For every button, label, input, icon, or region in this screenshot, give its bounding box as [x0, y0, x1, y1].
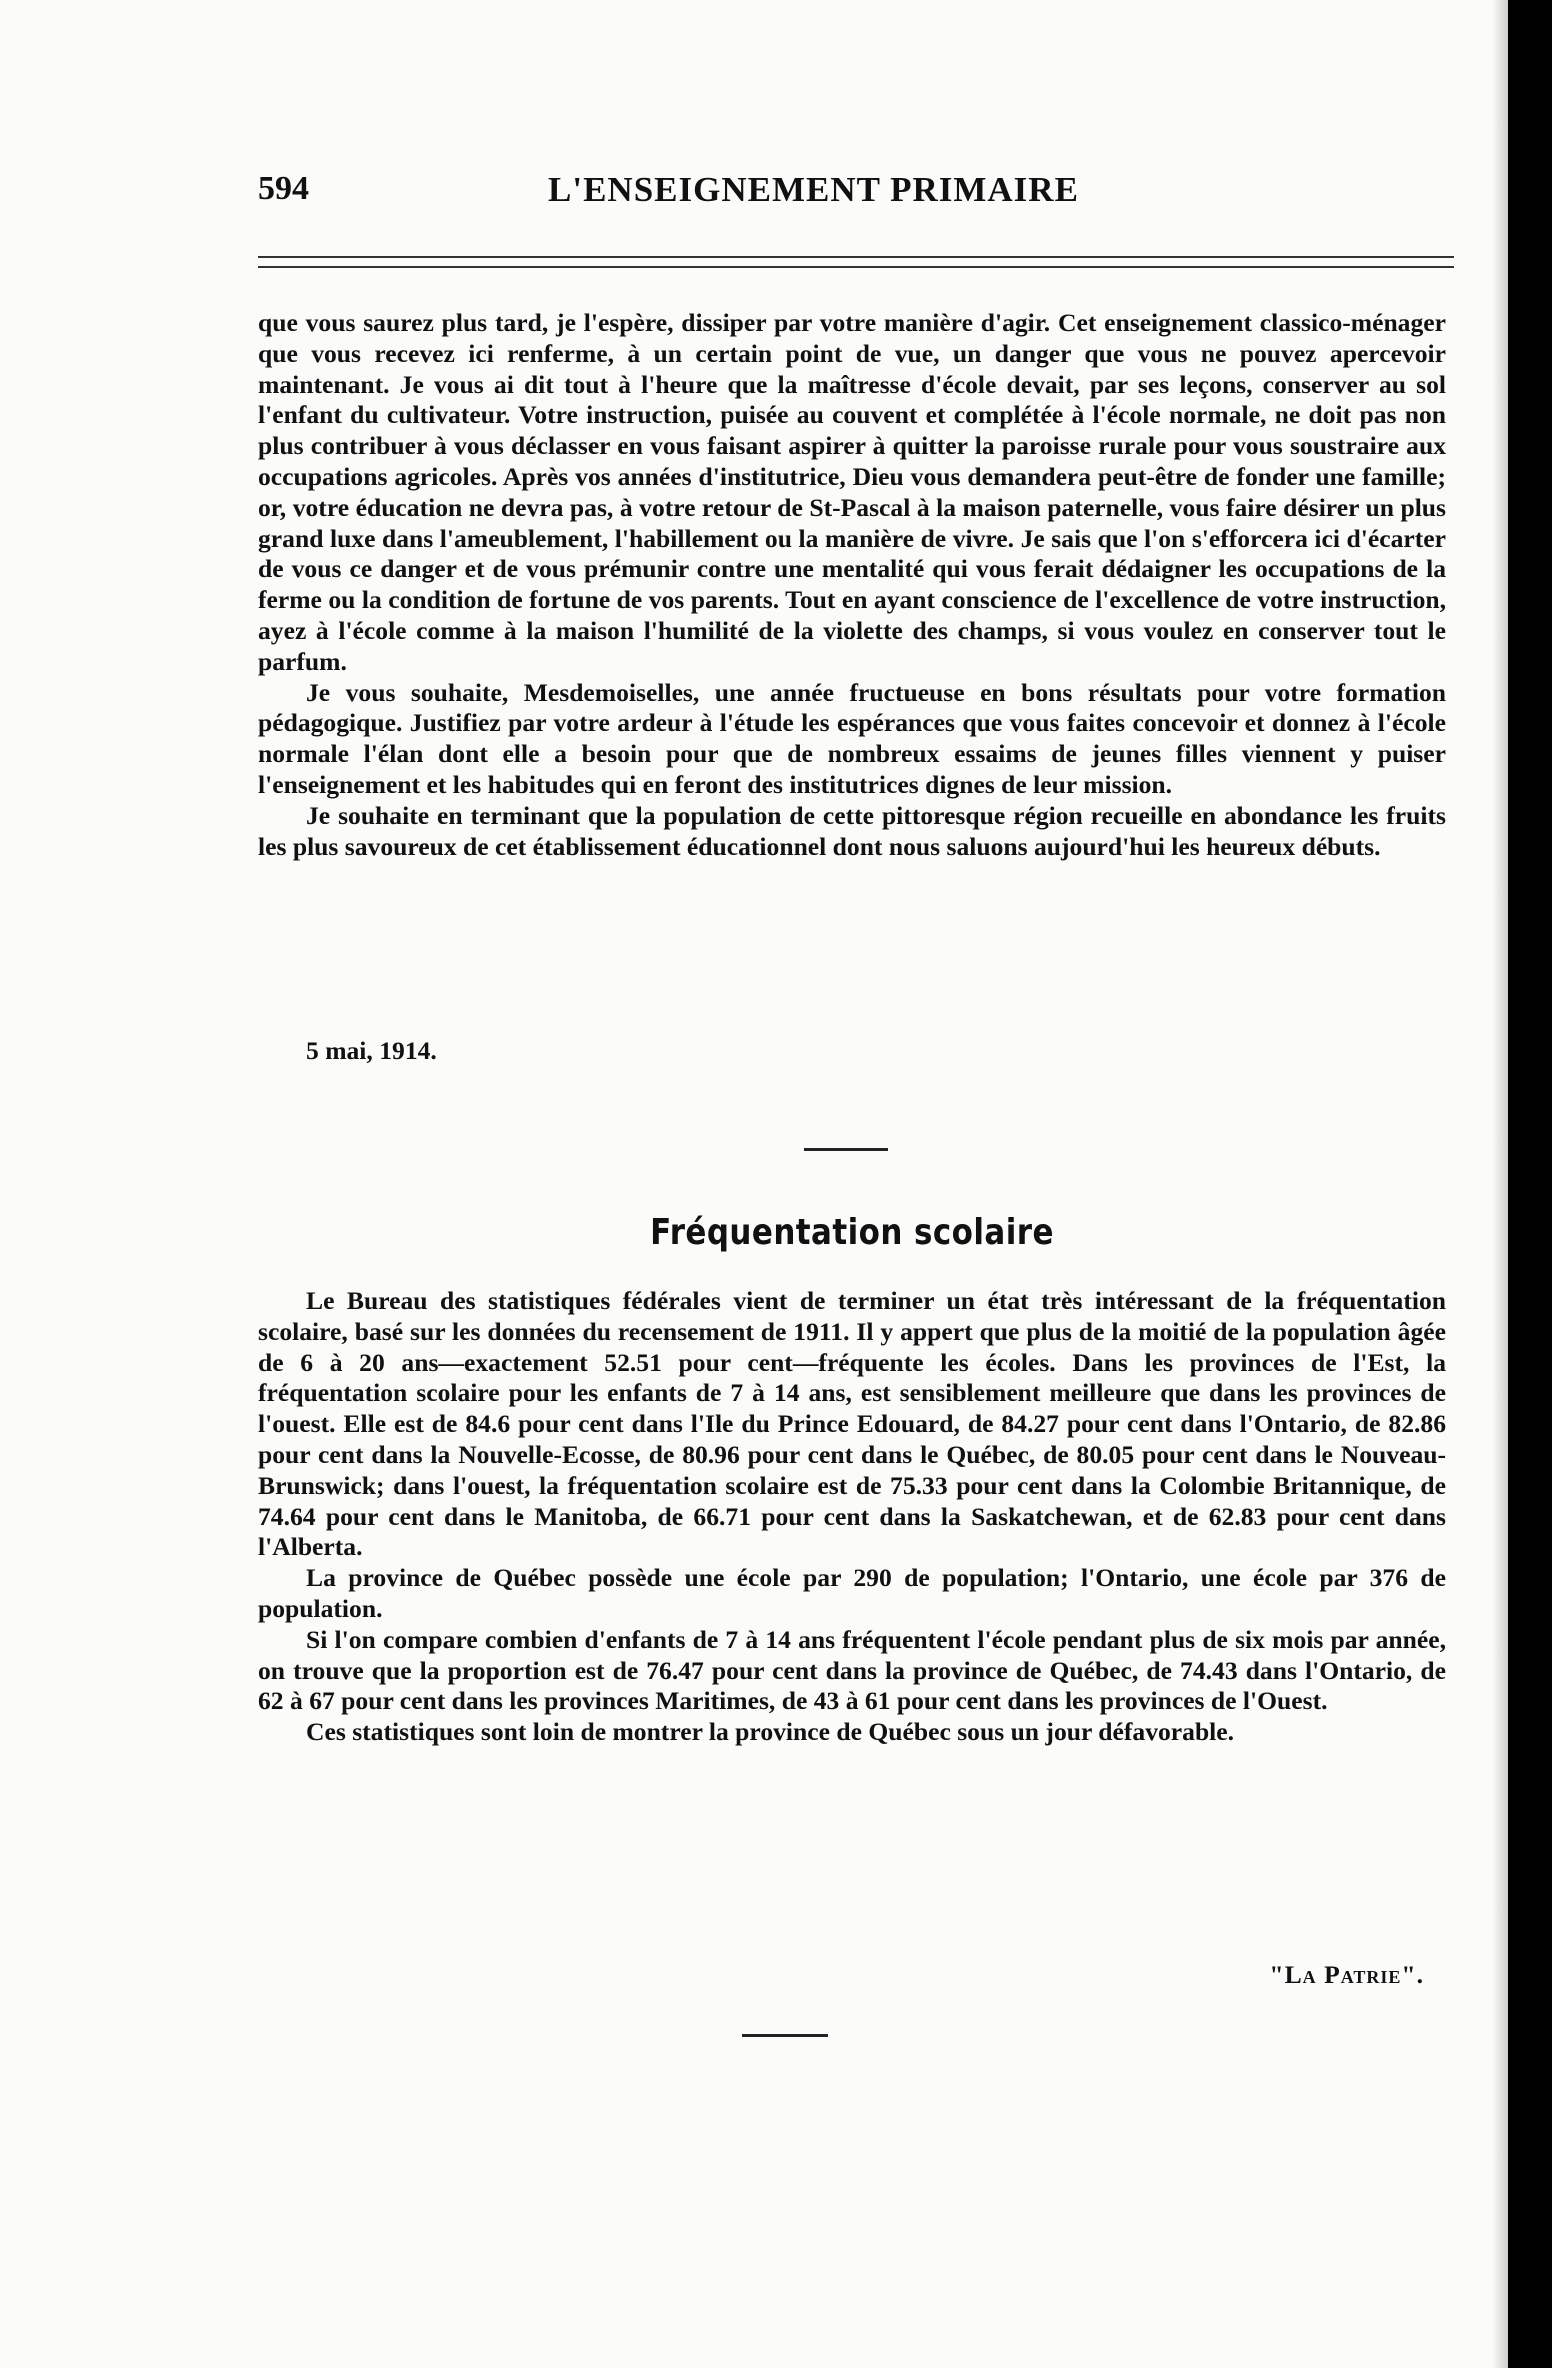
letter-paragraph-2: Je vous souhaite, Mesdemoiselles, une année fructueuse en bons résultats pour votre formation pédagogique. Justifiez par votre ardeur à l'étude les espérances que vous faites concevoir et donnez à l'école normale l'élan dont elle a besoin pour que de nombreux essaims de jeunes filles viennent y puiser l'enseignement et les habitudes qui en feront des institutrices dignes de leur mission. — [258, 677, 1446, 799]
end-divider — [742, 2034, 828, 2037]
article-attribution: "La Patrie". — [1269, 1960, 1424, 1989]
page-number: 594 — [258, 170, 309, 207]
letter-paragraph-1: que vous saurez plus tard, je l'espère, dissiper par votre manière d'agir. Cet enseignement classico-ménager que vous recevez ici renferme, à un certain point de vue, un danger que vous ne pouvez apercevoir maintenant. Je vous ai dit tout à l'heure que la maîtresse d'école devait, par ses leçons, conserver au sol l'enfant du cultivateur. Votre instruction, puisée au couvent et complétée à l'école normale, ne doit pas non plus contribuer à vous déclasser en vous faisant aspirer à quitter la paroisse rurale pour vous soustraire aux occupations agricoles. Après vos années d'institutrice, Dieu vous demandera peut-être de fonder une famille; or, votre éducation ne devra pas, à votre retour de St-Pascal à la maison paternelle, vous faire désirer un plus grand luxe dans l'ameublement, l'habillement ou la manière de vivre. Je sais que l'on s'efforcera ici d'écarter de vous ce danger et de vous prémunir contre une mentalité qui vous ferait dédaigner les occupations de la ferme ou la condition de fortune de vos parents. Tout en ayant conscience de l'excellence de votre instruction, ayez à l'école comme à la maison l'humilité de la violette des champs, si vous voulez en conserver tout le parfum. — [258, 308, 1446, 676]
article-paragraph-2: La province de Québec possède une école par 290 de population; l'Ontario, une école par 376 de population. — [258, 1563, 1446, 1623]
article-body — [258, 1286, 1446, 1748]
article-title: Fréquentation scolaire — [650, 1212, 1054, 1253]
article-paragraph-4: Ces statistiques sont loin de montrer la province de Québec sous un jour défavorable. — [306, 1717, 1235, 1747]
section-divider — [804, 1148, 888, 1151]
article-paragraph-1: Le Bureau des statistiques fédérales vient de terminer un état très intéressant de la fréquentation scolaire, basé sur les données du recensement de 1911. Il y appert que plus de la moitié de la population âgée de 6 à 20 ans—exactement 52.51 pour cent—fréquente les écoles. Dans les provinces de l'Est, la fréquentation scolaire pour les enfants de 7 à 14 ans, est sensiblement meilleure que dans les provinces de l'ouest. Elle est de 84.6 pour cent dans l'Ile du Prince Edouard, de 84.27 pour cent dans l'Ontario, de 82.86 pour cent dans la Nouvelle-Ecosse, de 80.96 pour cent dans le Québec, de 80.05 pour cent dans le Nouveau-Brunswick; dans l'ouest, la fréquentation scolaire est de 75.33 pour cent dans la Colombie Britannique, de 74.64 pour cent dans le Manitoba, de 66.71 pour cent dans la Saskatchewan, et de 62.83 pour cent dans l'Alberta. — [258, 1286, 1446, 1562]
letter-paragraph-3: Je souhaite en terminant que la population de cette pittoresque région recueille en abondance les fruits les plus savoureux de cet établissement éducationnel dont nous saluons aujourd'hui les heureux débuts. — [258, 800, 1446, 861]
page-edge-shadow — [1492, 0, 1508, 2368]
article-paragraph-3: Si l'on compare combien d'enfants de 7 à 14 ans fréquentent l'école pendant plus de six mois par année, on trouve que la proportion est de 76.47 pour cent dans la province de Québec, de 74.43 dans l'Ontario, de 62 à 67 pour cent dans les provinces Maritimes, de 43 à 61 pour cent dans les provinces de l'Ouest. — [258, 1624, 1446, 1716]
header-double-rule — [258, 256, 1454, 268]
running-header — [258, 170, 1454, 216]
letter-date: 5 mai, 1914. — [306, 1036, 437, 1065]
letter-body — [258, 308, 1446, 862]
running-title: L'ENSEIGNEMENT PRIMAIRE — [548, 170, 1079, 209]
